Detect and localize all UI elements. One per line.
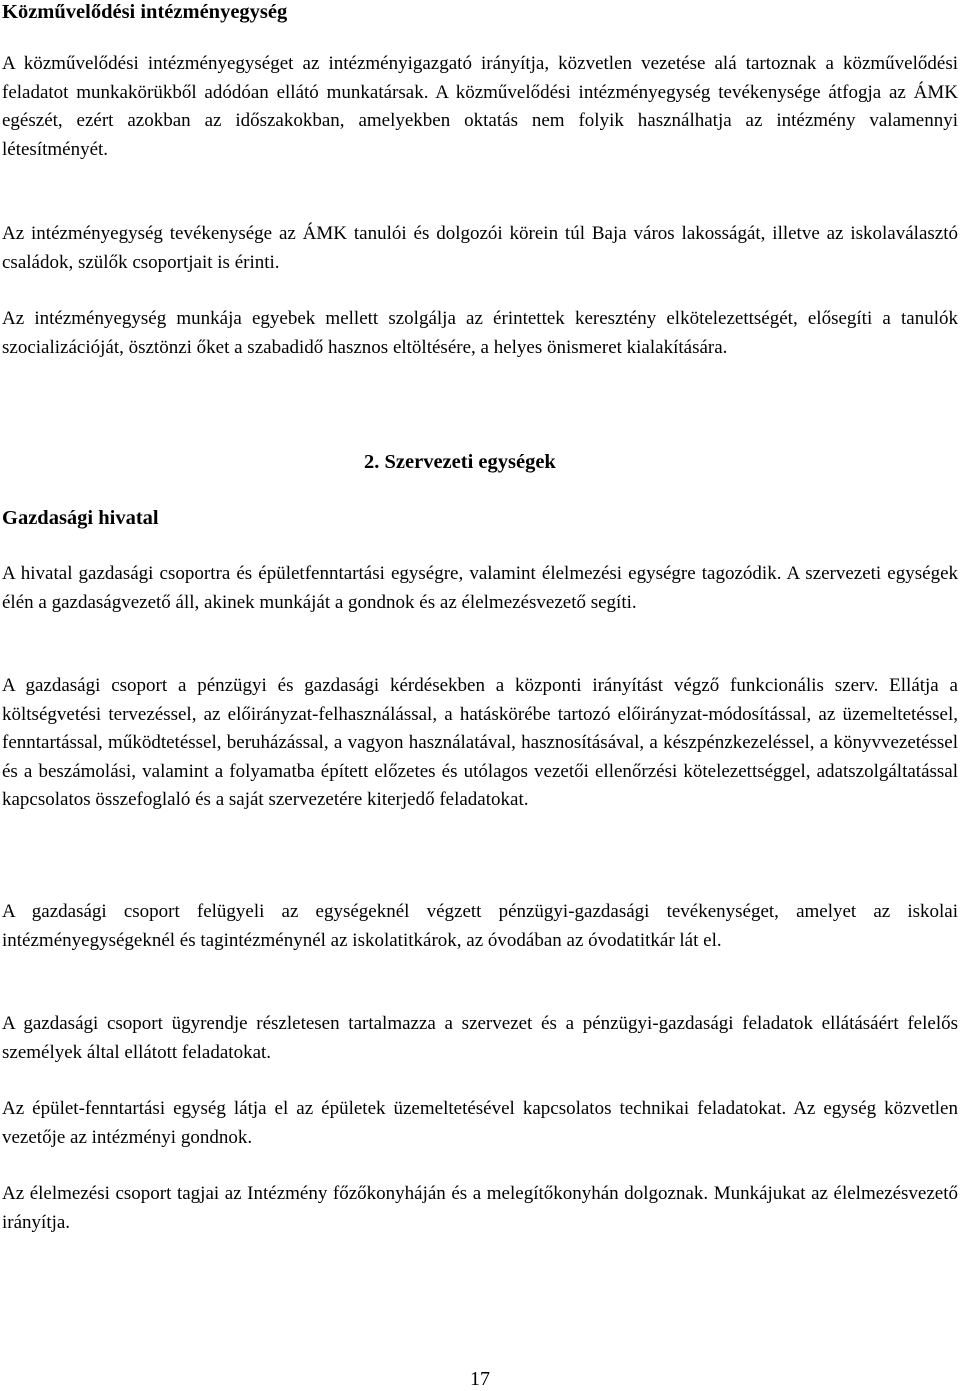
paragraph-gazdasagi-3: A gazdasági csoport felügyeli az egységeknél végzett pénzügyi-gazdasági tevékenységet, amelyet az iskolai intézményegységeknél és tagintézménynél az iskolatitkárok, az óvodában az óvodatitkár lát el. [2,901,958,951]
section-heading-gazdasagi-hivatal: Gazdasági hivatal [2,507,159,529]
section-heading-kozmuvelodesi: Közművelődési intézményegység [2,1,288,23]
paragraph-kozmuvelodesi-2: Az intézményegység tevékenysége az ÁMK tanulói és dolgozói körein túl Baja város lakosságát, illetve az iskolaválasztó családok, szülők csoportjait is érinti. [2,223,958,273]
section-heading-szervezeti-egysegek: 2. Szervezeti egységek [364,451,556,473]
paragraph-gazdasagi-5: Az épület-fenntartási egység látja el az épületek üzemeltetésével kapcsolatos technikai feladatokat. Az egység közvetlen vezetője az intézményi gondnok. [2,1098,958,1148]
paragraph-kozmuvelodesi-3: Az intézményegység munkája egyebek mellett szolgálja az érintettek keresztény elkötelezettségét, elősegíti a tanulók szocializációját, ösztönzi őket a szabadidő hasznos eltöltésére, a helyes önismeret kialakítására. [2,308,958,358]
paragraph-gazdasagi-4: A gazdasági csoport ügyrendje részletesen tartalmazza a szervezet és a pénzügyi-gazdasági feladatok ellátásáért felelős személyek által ellátott feladatokat. [2,1013,958,1063]
paragraph-gazdasagi-2: A gazdasági csoport a pénzügyi és gazdasági kérdésekben a központi irányítást végző funkcionális szerv. Ellátja a költségvetési tervezéssel, az előirányzat-felhasználással, a hatáskörébe tartozó előirányzat-módosítással, az üzemeltetéssel, fenntartással, működtetéssel, beruházással, a vagyon használatával, hasznosításával, a készpénzkezeléssel, a könyvvezetéssel és a beszámolási, valamint a folyamatba épített előzetes és utólagos vezetői ellenőrzési kötelezettséggel, adatszolgáltatással kapcsolatos összefoglaló és a saját szervezetére kiterjedő feladatokat. [2,675,958,810]
paragraph-gazdasagi-1: A hivatal gazdasági csoportra és épületfenntartási egységre, valamint élelmezési egységre tagozódik. A szervezeti egységek élén a gazdaságvezető áll, akinek munkáját a gondnok és az élelmezésvezető segíti. [2,563,958,613]
paragraph-gazdasagi-6: Az élelmezési csoport tagjai az Intézmény főzőkonyháján és a melegítőkonyhán dolgoznak. Munkájukat az élelmezésvezető irányítja. [2,1183,958,1233]
page-number: 17 [470,1368,490,1390]
paragraph-kozmuvelodesi-1: A közművelődési intézményegységet az intézményigazgató irányítja, közvetlen vezetése alá tartoznak a közművelődési feladatot munkakörükből adódóan ellátó munkatársak. A közművelődési intézményegység tevékenysége átfogja az ÁMK egészét, ezért azokban az időszakokban, amelyekben oktatás nem folyik használhatja az intézmény valamennyi létesítményét. [2,53,958,160]
